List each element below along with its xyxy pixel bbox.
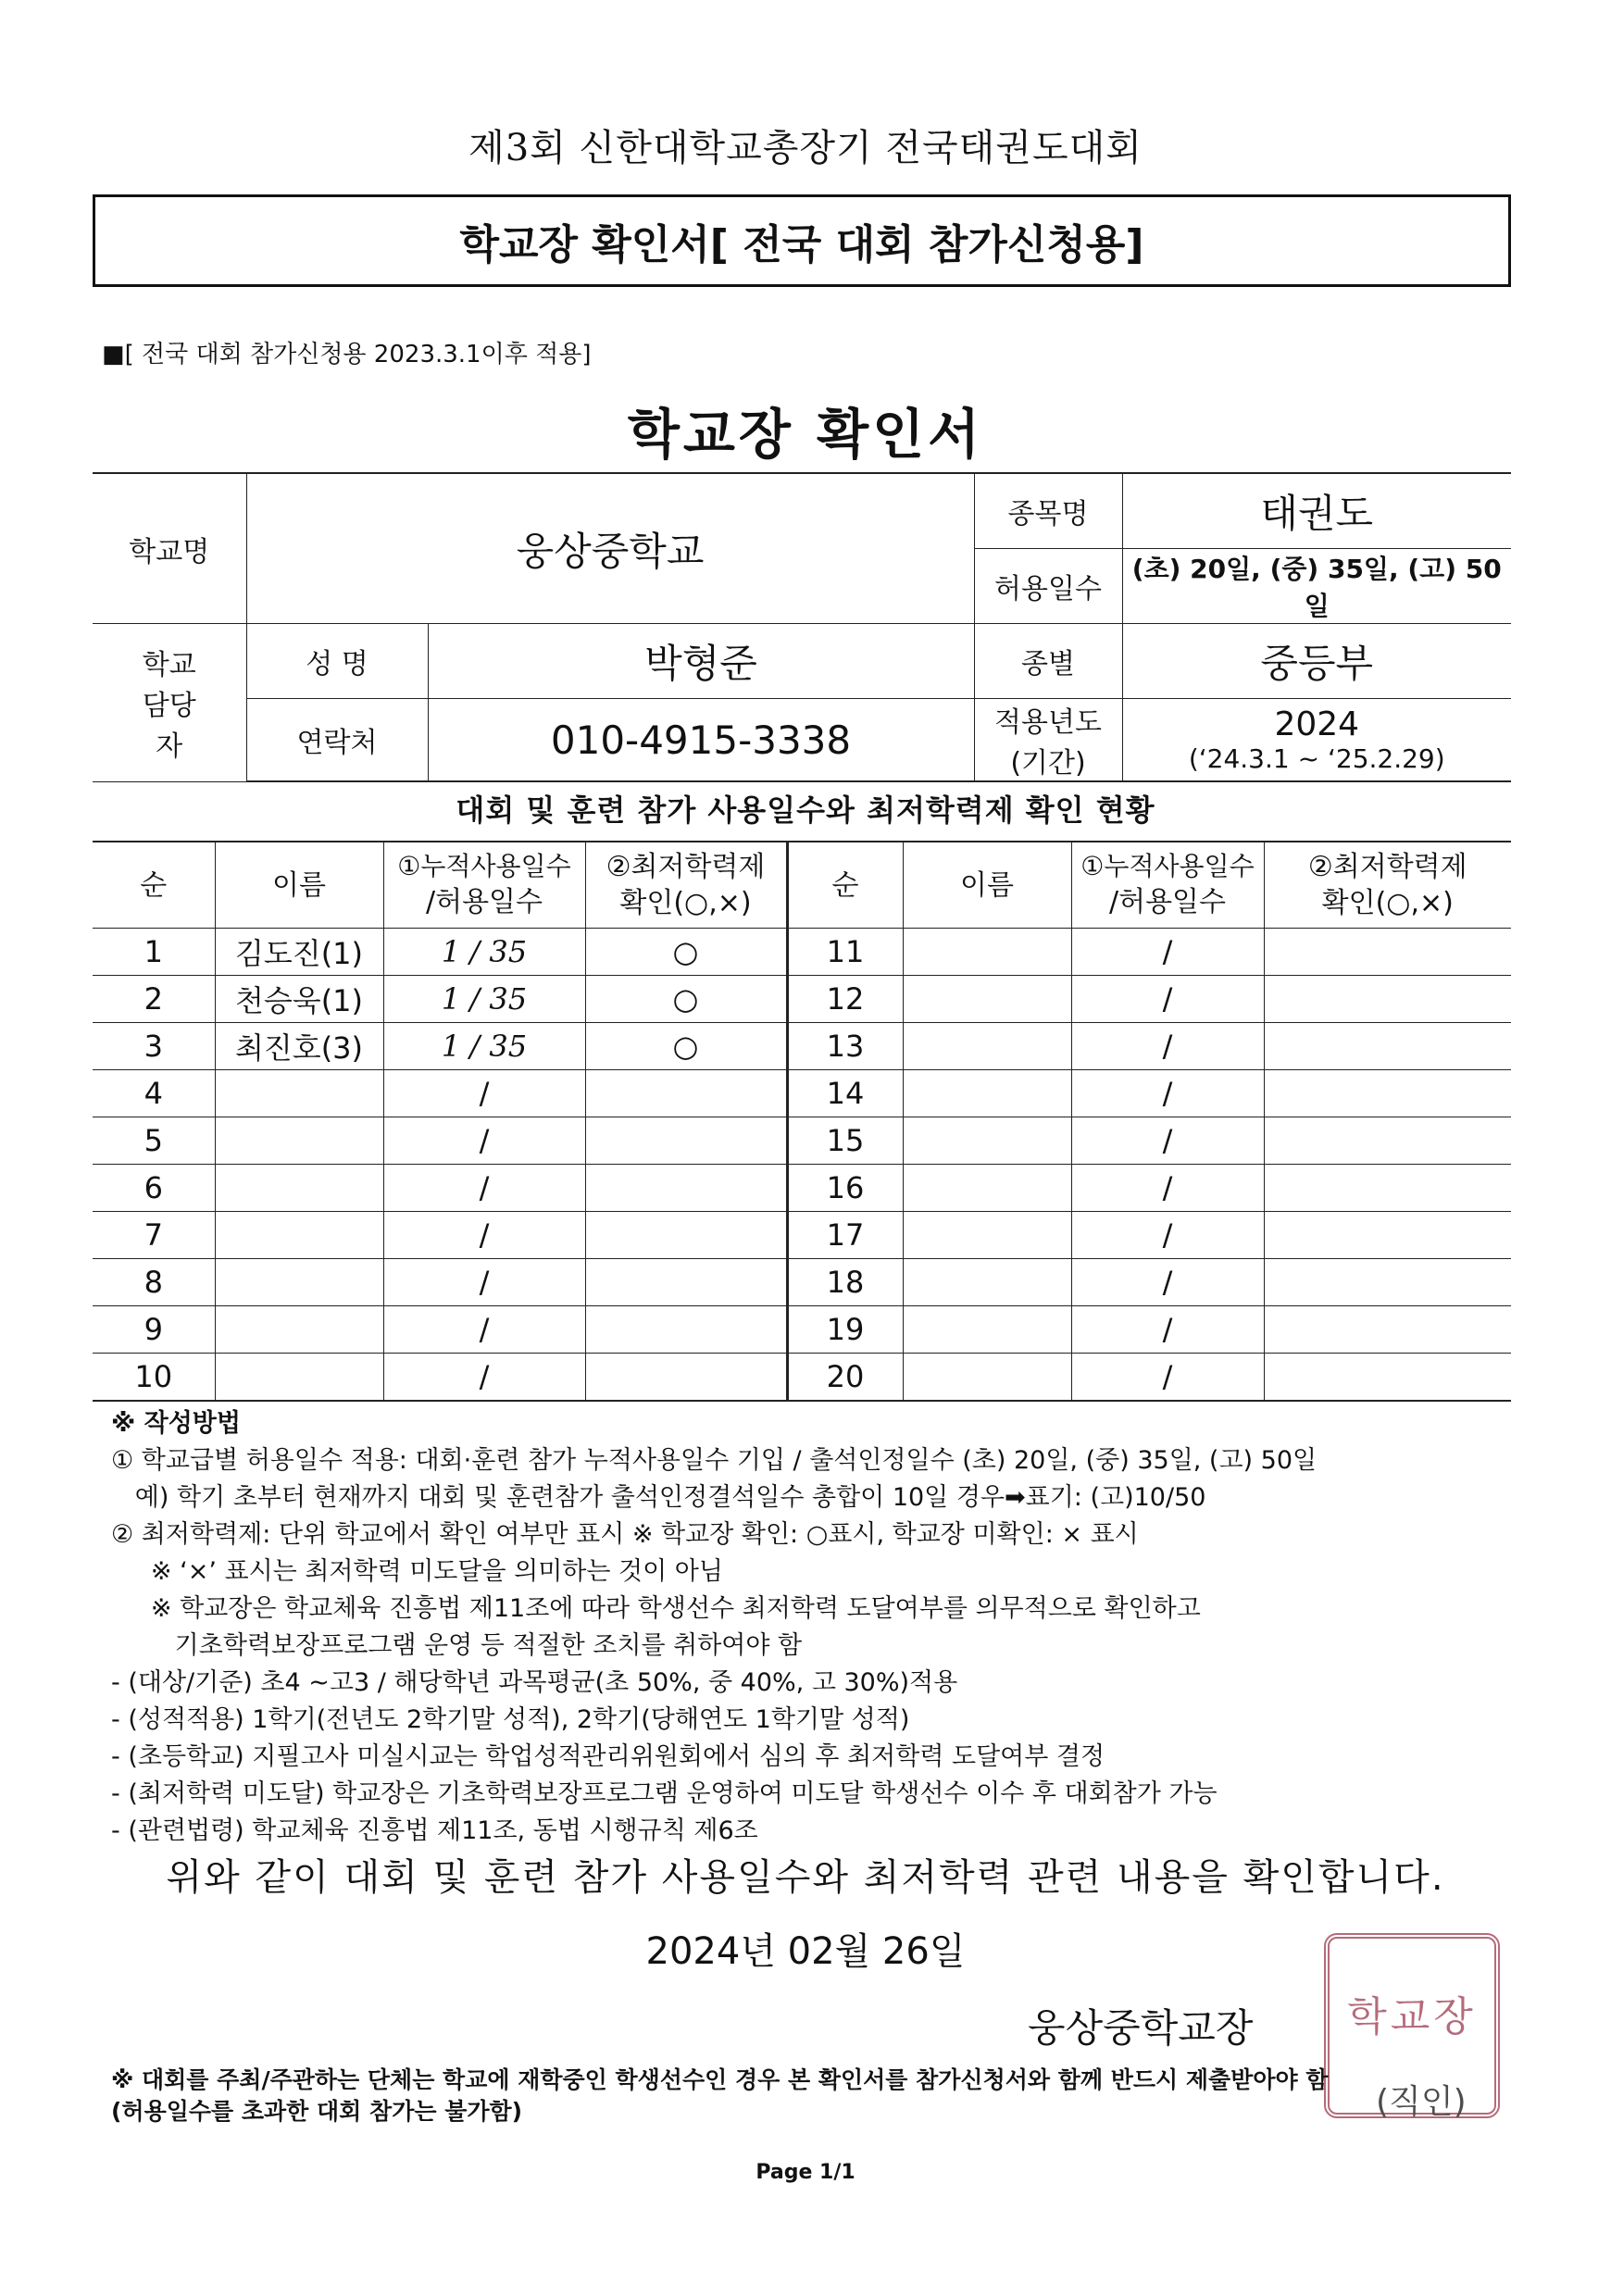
year-value: 2024: [1274, 705, 1360, 743]
year-label-cell: [974, 699, 1122, 782]
row-name-2: [903, 1306, 1071, 1354]
footnote: [111, 2065, 1518, 2128]
confirmation-date: 2024년 02월 26일: [645, 1930, 966, 1973]
confirmation-statement: 위와 같이 대회 및 훈련 참가 사용일수와 최저학력 관련 내용을 확인합니다.: [166, 1856, 1445, 1899]
row-days: /: [383, 1070, 585, 1117]
header-days-line2: /허용일수: [425, 885, 543, 918]
name-label: 성 명: [246, 624, 428, 699]
row-no-2: 14: [787, 1070, 903, 1117]
row-days: /: [383, 1354, 585, 1402]
row-no: 3: [93, 1023, 215, 1070]
name-value: 박형준: [428, 624, 974, 699]
row-days-2: /: [1071, 1165, 1264, 1212]
row-days-2: /: [1071, 976, 1264, 1023]
instruction-line: ② 최저학력제: 단위 학교에서 확인 여부만 표시 ※ 학교장 확인: ○표시, 학교장 미확인: × 표시: [111, 1520, 1139, 1549]
header-name: 이름: [215, 842, 383, 929]
row-check: ○: [585, 929, 787, 976]
row-name-2: [903, 1023, 1071, 1070]
header-days: [383, 842, 585, 929]
main-title: 학교장 확인서: [627, 403, 984, 466]
table-row: [93, 1354, 1511, 1402]
row-days: 1 / 35: [383, 1023, 585, 1070]
row-name-2: [903, 1165, 1071, 1212]
row-name-2: [903, 1070, 1071, 1117]
row-no-2: 12: [787, 976, 903, 1023]
manager-label: 학교 담당자: [93, 624, 246, 782]
row-days-2: /: [1071, 1354, 1264, 1402]
row-no-2: 11: [787, 929, 903, 976]
row-name-2: [903, 976, 1071, 1023]
row-days: /: [383, 1165, 585, 1212]
row-name: 천승욱(1): [215, 976, 383, 1023]
instruction-line: - (관련법령) 학교체육 진흥법 제11조, 동법 시행규칙 제6조: [111, 1816, 758, 1845]
row-no-2: 15: [787, 1117, 903, 1165]
row-check: [585, 1117, 787, 1165]
row-check-2: [1264, 929, 1511, 976]
row-name-2: [903, 1259, 1071, 1306]
row-no-2: 18: [787, 1259, 903, 1306]
row-name: [215, 1165, 383, 1212]
row-no: 2: [93, 976, 215, 1023]
header-no-2: 순: [787, 842, 903, 929]
instructions: [111, 1405, 1500, 1850]
table-row: [93, 976, 1511, 1023]
seal-text: 학교장: [1347, 1993, 1477, 2040]
seal-mark: (직인): [1376, 2083, 1467, 2121]
row-no-2: 13: [787, 1023, 903, 1070]
usage-table: [93, 841, 1511, 1402]
contact-value: 010-4915-3338: [428, 699, 974, 782]
row-no: 10: [93, 1354, 215, 1402]
event-title: 제3회 신한대학교총장기 전국태권도대회: [468, 127, 1143, 169]
table-row: [93, 1306, 1511, 1354]
row-name: [215, 1070, 383, 1117]
row-name: [215, 1212, 383, 1259]
header-check-2: [1264, 842, 1511, 929]
row-no: 8: [93, 1259, 215, 1306]
row-check: [585, 1212, 787, 1259]
row-check-2: [1264, 1354, 1511, 1402]
year-label-sub: (기간): [1010, 747, 1086, 780]
year-label: 적용년도: [994, 706, 1102, 739]
row-name: [215, 1117, 383, 1165]
row-no: 9: [93, 1306, 215, 1354]
row-days-2: /: [1071, 1070, 1264, 1117]
row-check: [585, 1259, 787, 1306]
row-no: 7: [93, 1212, 215, 1259]
sport-value: 태권도: [1122, 473, 1511, 549]
contact-label: 연락처: [246, 699, 428, 782]
allowed-days-value: (초) 20일, (중) 35일, (고) 50일: [1122, 549, 1511, 624]
row-name: 최진호(3): [215, 1023, 383, 1070]
header-days-line1: ①누적사용일수: [397, 851, 571, 882]
row-days-2: /: [1071, 1117, 1264, 1165]
row-name: [215, 1354, 383, 1402]
row-name-2: [903, 1117, 1071, 1165]
row-check: ○: [585, 976, 787, 1023]
row-check-2: [1264, 1259, 1511, 1306]
table-row: [93, 1212, 1511, 1259]
row-check: [585, 1306, 787, 1354]
sport-label: 종목명: [974, 473, 1122, 549]
row-no: 1: [93, 929, 215, 976]
allowed-days-label: 허용일수: [974, 549, 1122, 624]
row-name-2: [903, 1354, 1071, 1402]
row-name: 김도진(1): [215, 929, 383, 976]
row-no: 6: [93, 1165, 215, 1212]
instruction-line: ※ ‘×’ 표시는 최저학력 미도달을 의미하는 것이 아님: [111, 1557, 723, 1586]
footnote-line1: ※ 대회를 주최/주관하는 단체는 학교에 재학중인 학생선수인 경우 본 확인서를 참가신청서와 함께 반드시 제출받아야 함: [111, 2066, 1329, 2093]
row-check-2: [1264, 1117, 1511, 1165]
row-check: ○: [585, 1023, 787, 1070]
instruction-line: - (성적적용) 1학기(전년도 2학기말 성적), 2학기(당해연도 1학기말 성적): [111, 1705, 910, 1734]
banner-title: 학교장 확인서[ 전국 대회 참가신청용]: [459, 221, 1144, 268]
row-check: [585, 1070, 787, 1117]
row-days: /: [383, 1259, 585, 1306]
table-row: [93, 1165, 1511, 1212]
table-row: [93, 929, 1511, 976]
header-check-line2: 확인(○,×): [619, 887, 752, 919]
row-check: [585, 1354, 787, 1402]
row-days-2: /: [1071, 929, 1264, 976]
row-days-2: /: [1071, 1023, 1264, 1070]
row-name-2: [903, 929, 1071, 976]
row-no: 5: [93, 1117, 215, 1165]
header-check-2-line2: 확인(○,×): [1321, 887, 1454, 919]
year-value-cell: [1122, 699, 1511, 782]
header-check-line1: ②최저학력제: [606, 851, 766, 883]
document-banner: [93, 194, 1511, 287]
row-name-2: [903, 1212, 1071, 1259]
row-name: [215, 1259, 383, 1306]
instruction-line: ※ 학교장은 학교체육 진흥법 제11조에 따라 학생선수 최저학력 도달여부를 의무적으로 확인하고: [111, 1594, 1201, 1623]
header-no: 순: [93, 842, 215, 929]
header-days-2: [1071, 842, 1264, 929]
year-period: (‘24.3.1 ~ ‘25.2.29): [1188, 743, 1445, 774]
header-name-2: 이름: [903, 842, 1071, 929]
row-check-2: [1264, 1023, 1511, 1070]
instruction-line: ① 학교급별 허용일수 적용: 대회·훈련 참가 누적사용일수 기입 / 출석인정일수 (초) 20일, (중) 35일, (고) 50일: [111, 1446, 1318, 1475]
status-title: 대회 및 훈련 참가 사용일수와 최저학력제 확인 현황: [456, 792, 1155, 828]
row-check-2: [1264, 1212, 1511, 1259]
footnote-line2: (허용일수를 초과한 대회 참가는 불가함): [111, 2098, 523, 2125]
instruction-line: - (초등학교) 지필고사 미실시교는 학업성적관리위원회에서 심의 후 최저학력 도달여부 결정: [111, 1742, 1105, 1771]
instruction-line: - (대상/기준) 초4 ~고3 / 해당학년 과목평균(초 50%, 중 40%, 고 30%)적용: [111, 1668, 958, 1697]
school-name: 웅상중학교: [246, 473, 974, 624]
principal-title: 웅상중학교장: [1028, 2005, 1254, 2051]
school-info-table: [93, 472, 1511, 782]
row-days: /: [383, 1117, 585, 1165]
header-check-2-line1: ②최저학력제: [1307, 851, 1467, 883]
row-check-2: [1264, 1070, 1511, 1117]
row-no: 4: [93, 1070, 215, 1117]
instructions-title: ※ 작성방법: [111, 1409, 241, 1438]
header-check: [585, 842, 787, 929]
row-check-2: [1264, 1165, 1511, 1212]
row-name: [215, 1306, 383, 1354]
row-days-2: /: [1071, 1212, 1264, 1259]
table-row: [93, 1259, 1511, 1306]
row-days: /: [383, 1212, 585, 1259]
row-days: 1 / 35: [383, 929, 585, 976]
division-label: 종별: [974, 624, 1122, 699]
row-no-2: 19: [787, 1306, 903, 1354]
table-row: [93, 1070, 1511, 1117]
row-check: [585, 1165, 787, 1212]
row-no-2: 16: [787, 1165, 903, 1212]
row-check-2: [1264, 976, 1511, 1023]
row-no-2: 20: [787, 1354, 903, 1402]
header-days-2-line1: ①누적사용일수: [1080, 851, 1255, 882]
row-no-2: 17: [787, 1212, 903, 1259]
scope-note: ■[ 전국 대회 참가신청용 2023.3.1이후 적용]: [102, 341, 592, 368]
instruction-line: 기초학력보장프로그램 운영 등 적절한 조치를 취하여야 함: [111, 1631, 803, 1660]
division-value: 중등부: [1122, 624, 1511, 699]
table-row: [93, 1117, 1511, 1165]
row-days-2: /: [1071, 1306, 1264, 1354]
page-number: Page 1/1: [756, 2161, 855, 2184]
row-days: /: [383, 1306, 585, 1354]
instruction-line: 예) 학기 초부터 현재까지 대회 및 훈련참가 출석인정결석일수 총합이 10일 경우➡표기: (고)10/50: [111, 1483, 1206, 1512]
instruction-line: - (최저학력 미도달) 학교장은 기초학력보장프로그램 운영하여 미도달 학생선수 이수 후 대회참가 가능: [111, 1779, 1218, 1808]
school-label: 학교명: [93, 473, 246, 624]
header-days-2-line2: /허용일수: [1108, 885, 1227, 918]
row-days-2: /: [1071, 1259, 1264, 1306]
row-check-2: [1264, 1306, 1511, 1354]
table-row: [93, 1023, 1511, 1070]
row-days: 1 / 35: [383, 976, 585, 1023]
